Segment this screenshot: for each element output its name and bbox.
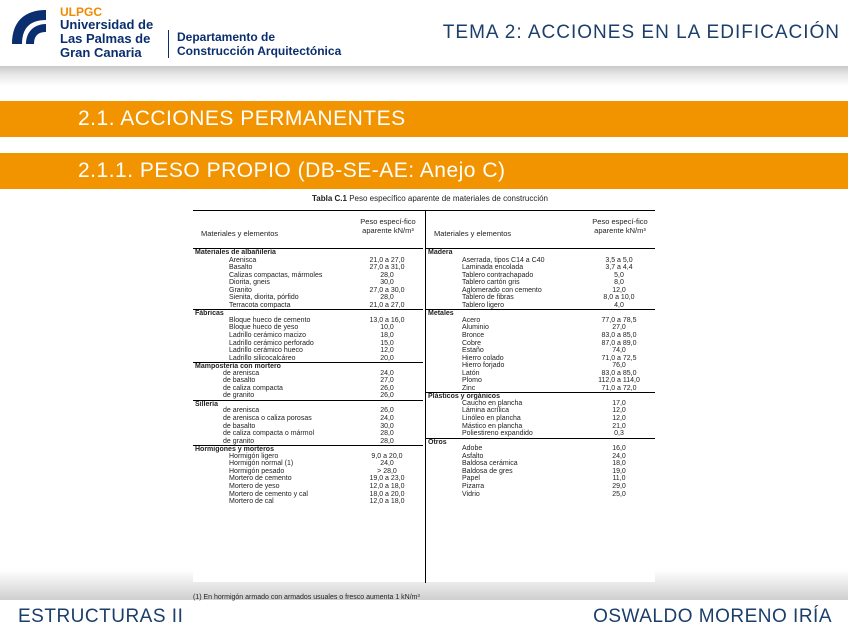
table-row xyxy=(426,347,655,355)
course-name: ESTRUCTURAS II xyxy=(18,606,184,627)
material-name: Caucho en plancha xyxy=(462,399,523,407)
weight-value: 26,0 xyxy=(380,407,394,415)
header-divider xyxy=(0,66,848,86)
table-row xyxy=(426,475,655,483)
table-row xyxy=(193,279,423,287)
weight-value: 21,0 a 27,0 xyxy=(369,301,405,309)
weight-value: 24,0 xyxy=(612,452,626,460)
table-row xyxy=(426,264,655,272)
weight-value: 27,0 a 31,0 xyxy=(369,264,405,272)
table-right-rows xyxy=(426,249,655,498)
weight-value: 12,0 xyxy=(612,286,626,294)
table-category-row xyxy=(426,438,655,446)
material-name: Acero xyxy=(462,316,481,324)
weight-value: 27,0 xyxy=(380,377,394,385)
material-name: Hormigón ligero xyxy=(229,452,279,460)
weight-value: 26,0 xyxy=(380,384,394,392)
weight-value: 21,0 a 27,0 xyxy=(369,256,405,264)
subsection-title-bar: 2.1.1. PESO PROPIO (DB-SE-AE: Anejo C) xyxy=(0,153,848,189)
material-name: Sillería xyxy=(195,400,218,408)
density-table xyxy=(193,210,655,582)
weight-value: 13,0 a 16,0 xyxy=(369,316,405,324)
material-name: Ladrillo cerámico perforado xyxy=(229,339,314,347)
table-row xyxy=(426,385,655,393)
table-row xyxy=(193,468,423,476)
weight-value: 20,0 xyxy=(380,354,394,362)
weight-value: 29,0 xyxy=(612,482,626,490)
table-category-row xyxy=(426,309,655,317)
material-name: de caliza compacta xyxy=(223,384,283,392)
weight-value: 87,0 a 89,0 xyxy=(601,339,637,347)
material-name: Baldosa cerámica xyxy=(462,460,518,468)
weight-value: 12,0 a 18,0 xyxy=(369,482,405,490)
material-name: Madera xyxy=(428,249,453,256)
university-line-1: Universidad de xyxy=(60,17,154,32)
weight-value: 112,0 a 114,0 xyxy=(598,377,640,385)
weight-value: > 28,0 xyxy=(377,467,397,475)
ulpgc-logo-icon xyxy=(6,4,54,52)
table-row xyxy=(193,287,423,295)
weight-value: 0,3 xyxy=(614,430,624,438)
material-name: Ladrillo silicocalcáreo xyxy=(229,354,296,362)
table-row xyxy=(193,430,423,438)
weight-value: 28,0 xyxy=(380,437,394,445)
table-row xyxy=(193,317,423,325)
table-row xyxy=(193,498,423,506)
table-row xyxy=(193,347,423,355)
table-left-column xyxy=(193,211,423,506)
material-name: Asfalto xyxy=(462,452,484,460)
department-line-2: Construcción Arquitectónica xyxy=(177,44,342,58)
table-row xyxy=(426,423,655,431)
table-row xyxy=(193,302,423,310)
weight-value: 18,0 xyxy=(612,460,626,468)
table-row xyxy=(426,453,655,461)
table-row xyxy=(193,355,423,363)
table-row xyxy=(426,302,655,310)
material-name: Mortero de cemento y cal xyxy=(229,490,308,498)
table-row xyxy=(426,257,655,265)
table-row xyxy=(193,453,423,461)
material-name: Papel xyxy=(462,475,480,483)
department-name xyxy=(168,30,341,58)
weight-value: 24,0 xyxy=(380,369,394,377)
material-name: de basalto xyxy=(223,422,256,430)
weight-value: 71,0 a 72,0 xyxy=(601,384,637,392)
material-name: de basalto xyxy=(223,377,256,385)
table-row xyxy=(426,317,655,325)
table-row xyxy=(193,324,423,332)
table-row xyxy=(193,340,423,348)
weight-value: 18,0 xyxy=(380,332,394,340)
table-caption xyxy=(200,194,660,203)
table-row xyxy=(193,491,423,499)
material-name: Ladrillo cerámico hueco xyxy=(229,347,303,355)
material-name: Latón xyxy=(462,369,480,377)
material-name: de arenisca xyxy=(223,369,260,377)
material-name: Tablero de fibras xyxy=(462,294,514,302)
material-name: Otros xyxy=(428,438,447,446)
weight-value: 21,0 xyxy=(612,422,626,430)
table-right-column xyxy=(425,211,655,583)
material-name: Ladrillo cerámico macizo xyxy=(229,332,307,340)
table-header-right xyxy=(426,211,655,249)
material-name: de granito xyxy=(223,392,255,400)
table-row xyxy=(426,407,655,415)
table-caption-label: Tabla C.1 xyxy=(312,194,347,203)
header-materials: Materiales y elementos xyxy=(434,229,512,238)
material-name: Hierro colado xyxy=(462,354,504,362)
table-row xyxy=(193,272,423,280)
weight-value: 11,0 xyxy=(612,475,626,483)
weight-value: 12,0 xyxy=(380,347,394,355)
weight-value: 3,7 a 4,4 xyxy=(605,264,633,272)
material-name: Mortero de cemento xyxy=(229,475,292,483)
material-name: Bloque hueco de yeso xyxy=(229,324,299,332)
table-category-row xyxy=(193,445,423,453)
material-name: de caliza compacta o mármol xyxy=(223,430,315,438)
table-row xyxy=(193,264,423,272)
material-name: Tablero contrachapado xyxy=(462,271,534,279)
material-name: Aglomerado con cemento xyxy=(462,286,542,294)
material-name: Lámina acrílica xyxy=(462,407,510,415)
weight-value: 28,0 xyxy=(380,430,394,438)
table-category-row xyxy=(193,249,423,257)
material-name: Diorita, gneis xyxy=(229,279,270,287)
table-row xyxy=(426,468,655,476)
table-row xyxy=(426,279,655,287)
table-row xyxy=(426,332,655,340)
table-category-row xyxy=(193,400,423,408)
material-name: Vidrio xyxy=(462,490,480,498)
material-name: Baldosa de gres xyxy=(462,467,513,475)
table-row xyxy=(426,294,655,302)
weight-value: 5,0 xyxy=(614,271,624,279)
material-name: Tablero cartón gris xyxy=(462,279,520,287)
table-category-row xyxy=(193,362,423,370)
material-name: Tablero ligero xyxy=(462,301,505,309)
weight-value: 83,0 a 85,0 xyxy=(601,369,637,377)
table-row xyxy=(193,377,423,385)
table-row xyxy=(426,400,655,408)
table-row xyxy=(426,287,655,295)
material-name: Hormigón pesado xyxy=(229,467,285,475)
material-name: Plomo xyxy=(462,377,482,385)
material-name: de granito xyxy=(223,437,255,445)
header-weight: Peso especí-fico aparente kN/m³ xyxy=(360,217,416,235)
material-name: Laminada encolada xyxy=(462,264,524,272)
weight-value: 76,0 xyxy=(612,362,626,370)
material-name: Hierro forjado xyxy=(462,362,505,370)
weight-value: 25,0 xyxy=(612,490,626,498)
material-name: Aserrada, tipos C14 a C40 xyxy=(462,256,545,264)
material-name: Pizarra xyxy=(462,482,485,490)
material-name: de arenisca xyxy=(223,407,260,415)
material-name: Mástico en plancha xyxy=(462,422,523,430)
table-row xyxy=(193,407,423,415)
weight-value: 12,0 xyxy=(612,415,626,423)
table-row xyxy=(426,460,655,468)
table-category-row xyxy=(426,392,655,400)
material-name: Adobe xyxy=(462,445,483,453)
table-row xyxy=(193,423,423,431)
material-name: Arenisca xyxy=(229,256,257,264)
material-name: Plásticos y orgánicos xyxy=(428,393,500,401)
university-line-3: Gran Canaria xyxy=(60,45,142,60)
table-row xyxy=(426,340,655,348)
material-name: Fábricas xyxy=(195,310,224,318)
table-row xyxy=(426,362,655,370)
table-row xyxy=(193,332,423,340)
table-row xyxy=(193,294,423,302)
material-name: Mampostería con mortero xyxy=(195,363,281,371)
weight-value: 19,0 a 23,0 xyxy=(369,475,405,483)
weight-value: 9,0 a 20,0 xyxy=(371,452,403,460)
weight-value: 4,0 xyxy=(614,301,624,309)
topic-title: TEMA 2: ACCIONES EN LA EDIFICACIÓN xyxy=(442,22,840,43)
material-name: Hormigones y morteros xyxy=(195,446,274,454)
author-name: OSWALDO MORENO IRÍA xyxy=(593,606,832,627)
table-row xyxy=(426,445,655,453)
weight-value: 12,0 a 18,0 xyxy=(369,498,405,506)
weight-value: 28,0 xyxy=(380,294,394,302)
weight-value: 71,0 a 72,5 xyxy=(601,354,637,362)
weight-value: 27,0 xyxy=(612,324,626,332)
table-row xyxy=(426,355,655,363)
material-name: Aluminio xyxy=(462,324,489,332)
university-name xyxy=(60,6,153,60)
weight-value: 17,0 xyxy=(612,399,626,407)
weight-value: 24,0 xyxy=(380,415,394,423)
table-row xyxy=(193,257,423,265)
table-row xyxy=(193,385,423,393)
weight-value: 12,0 xyxy=(612,407,626,415)
weight-value: 8,0 xyxy=(614,279,624,287)
table-row xyxy=(193,415,423,423)
table-row xyxy=(193,370,423,378)
material-name: de arenisca o caliza porosas xyxy=(223,415,312,423)
material-name: Zinc xyxy=(462,384,476,392)
table-row xyxy=(426,370,655,378)
weight-value: 10,0 xyxy=(380,324,394,332)
weight-value: 28,0 xyxy=(380,271,394,279)
material-name: Basalto xyxy=(229,264,253,272)
material-name: Mortero de cal xyxy=(229,498,274,506)
weight-value: 3,5 a 5,0 xyxy=(605,256,633,264)
table-row xyxy=(426,415,655,423)
weight-value: 74,0 xyxy=(612,347,626,355)
table-header-left xyxy=(193,211,423,249)
table-row xyxy=(426,430,655,438)
material-name: Bronce xyxy=(462,332,485,340)
weight-value: 8,0 a 10,0 xyxy=(603,294,635,302)
weight-value: 83,0 a 85,0 xyxy=(601,332,637,340)
weight-value: 15,0 xyxy=(380,339,394,347)
weight-value: 16,0 xyxy=(612,445,626,453)
table-row xyxy=(426,324,655,332)
ulpgc-acronym: ULPGC xyxy=(60,5,102,19)
weight-value: 26,0 xyxy=(380,392,394,400)
material-name: Materiales de albañilería xyxy=(195,249,276,256)
table-left-rows xyxy=(193,249,423,506)
header-weight: Peso especí-fico aparente kN/m³ xyxy=(592,217,648,235)
table-footnote: (1) En hormigón armado con armados usuales o fresco aumenta 1 kN/m³ xyxy=(193,594,420,601)
material-name: Mortero de yeso xyxy=(229,482,280,490)
table-row xyxy=(426,483,655,491)
material-name: Sienita, diorita, pórfido xyxy=(229,294,299,302)
table-caption-text: Peso específico aparente de materiales de construcción xyxy=(346,194,548,203)
university-line-2: Las Palmas de xyxy=(60,31,151,46)
material-name: Bloque hueco de cemento xyxy=(229,316,311,324)
department-line-1: Departamento de xyxy=(177,30,276,44)
table-row xyxy=(193,392,423,400)
table-row xyxy=(193,438,423,446)
material-name: Poliestireno expandido xyxy=(462,430,533,438)
material-name: Calizas compactas, mármoles xyxy=(229,271,323,279)
table-row xyxy=(426,272,655,280)
weight-value: 19,0 xyxy=(612,467,626,475)
material-name: Cobre xyxy=(462,339,482,347)
slide-header xyxy=(0,0,848,72)
weight-value: 24,0 xyxy=(380,460,394,468)
material-name: Terracota compacta xyxy=(229,301,291,309)
section-title-bar: 2.1. ACCIONES PERMANENTES xyxy=(0,101,848,137)
header-materials: Materiales y elementos xyxy=(201,229,279,238)
table-row xyxy=(193,460,423,468)
table-row xyxy=(426,377,655,385)
table-row xyxy=(193,483,423,491)
weight-value: 77,0 a 78,5 xyxy=(601,316,637,324)
table-row xyxy=(426,491,655,499)
material-name: Metales xyxy=(428,310,454,318)
material-name: Linóleo en plancha xyxy=(462,415,521,423)
weight-value: 27,0 a 30,0 xyxy=(369,286,405,294)
table-category-row xyxy=(193,309,423,317)
material-name: Estaño xyxy=(462,347,484,355)
material-name: Hormigón normal (1) xyxy=(229,460,294,468)
weight-value: 30,0 xyxy=(380,422,394,430)
table-row xyxy=(193,475,423,483)
table-category-row xyxy=(426,249,655,257)
weight-value: 18,0 a 20,0 xyxy=(369,490,405,498)
weight-value: 30,0 xyxy=(380,279,394,287)
material-name: Granito xyxy=(229,286,252,294)
